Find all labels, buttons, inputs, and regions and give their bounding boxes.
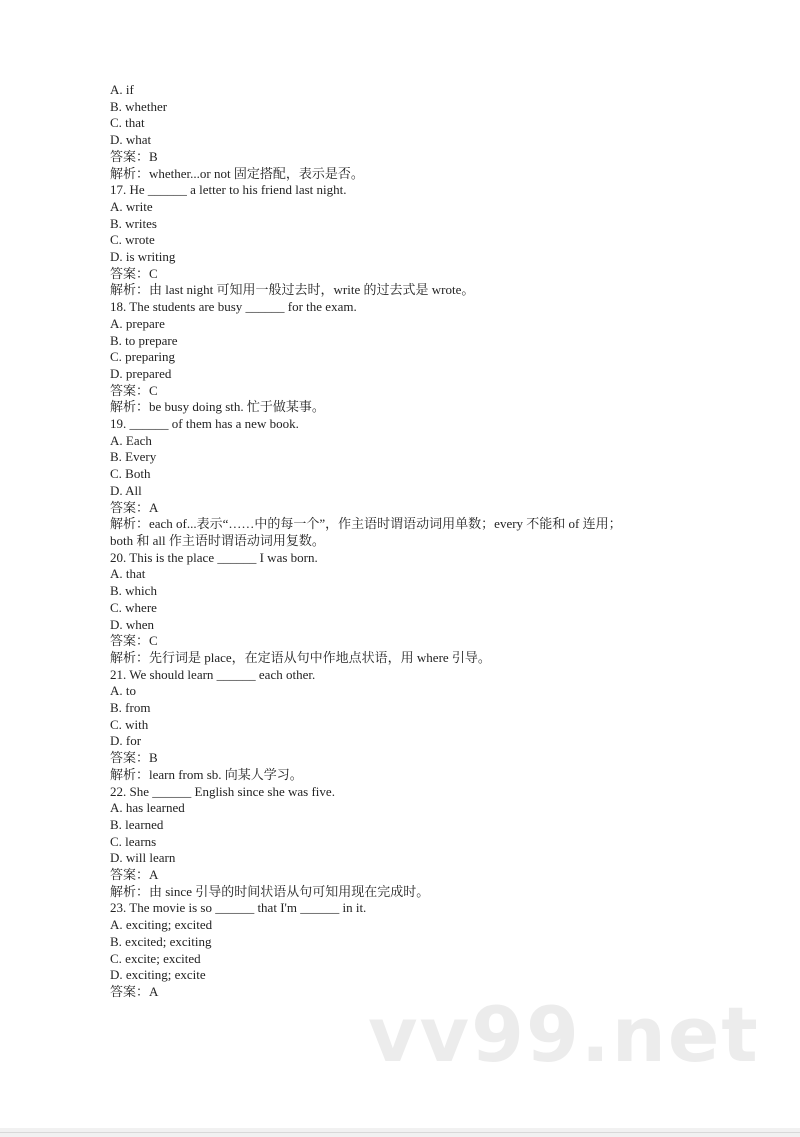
text-line: 答案：C: [110, 265, 158, 281]
text-line: 22. She ______ English since she was five.: [110, 783, 335, 799]
text-line: A. has learned: [110, 800, 185, 816]
text-line: C. that: [110, 115, 145, 131]
text-line: 20. This is the place ______ I was born.: [110, 549, 318, 565]
text-line: 答案：A: [110, 983, 159, 999]
text-line: 答案：A: [110, 867, 159, 883]
text-line: A. exciting; excited: [110, 917, 213, 933]
text-line: C. Both: [110, 466, 151, 482]
text-line: D. will learn: [110, 850, 176, 866]
text-line: B. to prepare: [110, 332, 178, 348]
text-line: D. All: [110, 482, 142, 498]
document-content: [110, 82, 690, 1001]
text-line: D. when: [110, 616, 155, 632]
text-line: C. excite; excited: [110, 950, 201, 966]
text-line: 23. The movie is so ______ that I'm ______ in it.: [110, 900, 367, 916]
text-line: C. where: [110, 599, 157, 615]
text-line: both 和 all 作主语时谓语动词用复数。: [110, 532, 325, 548]
page-edge: [0, 1128, 800, 1132]
text-line: A. that: [110, 566, 146, 582]
text-line: B. Every: [110, 449, 157, 465]
text-line: 答案：A: [110, 499, 159, 515]
text-line: 解析：each of...表示“……中的每一个”，作主语时谓语动词用单数；every 不能和 of 连用；: [110, 516, 622, 532]
text-line: 18. The students are busy ______ for the exam.: [110, 299, 357, 315]
text-line: 解析：由 since 引导的时间状语从句可知用现在完成时。: [110, 883, 430, 899]
text-line: 解析：先行词是 place，在定语从句中作地点状语，用 where 引导。: [110, 649, 491, 665]
text-line: 21. We should learn ______ each other.: [110, 666, 316, 682]
text-line: 答案：B: [110, 148, 158, 164]
text-line: 解析：be busy doing sth. 忙于做某事。: [110, 399, 325, 415]
text-line: A. Each: [110, 432, 152, 448]
text-line: C. preparing: [110, 349, 175, 365]
text-line: A. if: [110, 82, 134, 97]
text-line: D. exciting; excite: [110, 967, 206, 983]
text-line: 解析：由 last night 可知用一般过去时，write 的过去式是 wrote。: [110, 282, 475, 298]
text-line: 答案：C: [110, 382, 158, 398]
text-line: B. excited; exciting: [110, 933, 212, 949]
text-line: C. with: [110, 716, 149, 732]
text-line: C. learns: [110, 833, 157, 849]
text-line: D. what: [110, 132, 152, 148]
text-line: B. whether: [110, 98, 168, 114]
text-line: C. wrote: [110, 232, 155, 248]
text-line: B. which: [110, 583, 157, 599]
text-line: A. write: [110, 198, 153, 214]
text-line: D. prepared: [110, 365, 172, 381]
text-line: B. learned: [110, 816, 164, 832]
text-line: 答案：C: [110, 633, 158, 649]
text-line: B. from: [110, 700, 151, 716]
text-line: 17. He ______ a letter to his friend last night.: [110, 182, 347, 198]
text-line: 解析：learn from sb. 向某人学习。: [110, 766, 303, 782]
text-line: A. to: [110, 683, 136, 699]
watermark: vv99.net: [368, 990, 760, 1079]
text-line: A. prepare: [110, 315, 165, 331]
text-line: D. for: [110, 733, 142, 749]
text-line: D. is writing: [110, 249, 176, 265]
text-line: 19. ______ of them has a new book.: [110, 416, 299, 432]
text-line: B. writes: [110, 215, 157, 231]
text-line: 答案：B: [110, 750, 158, 766]
text-line: 解析：whether...or not 固定搭配，表示是否。: [110, 165, 364, 181]
